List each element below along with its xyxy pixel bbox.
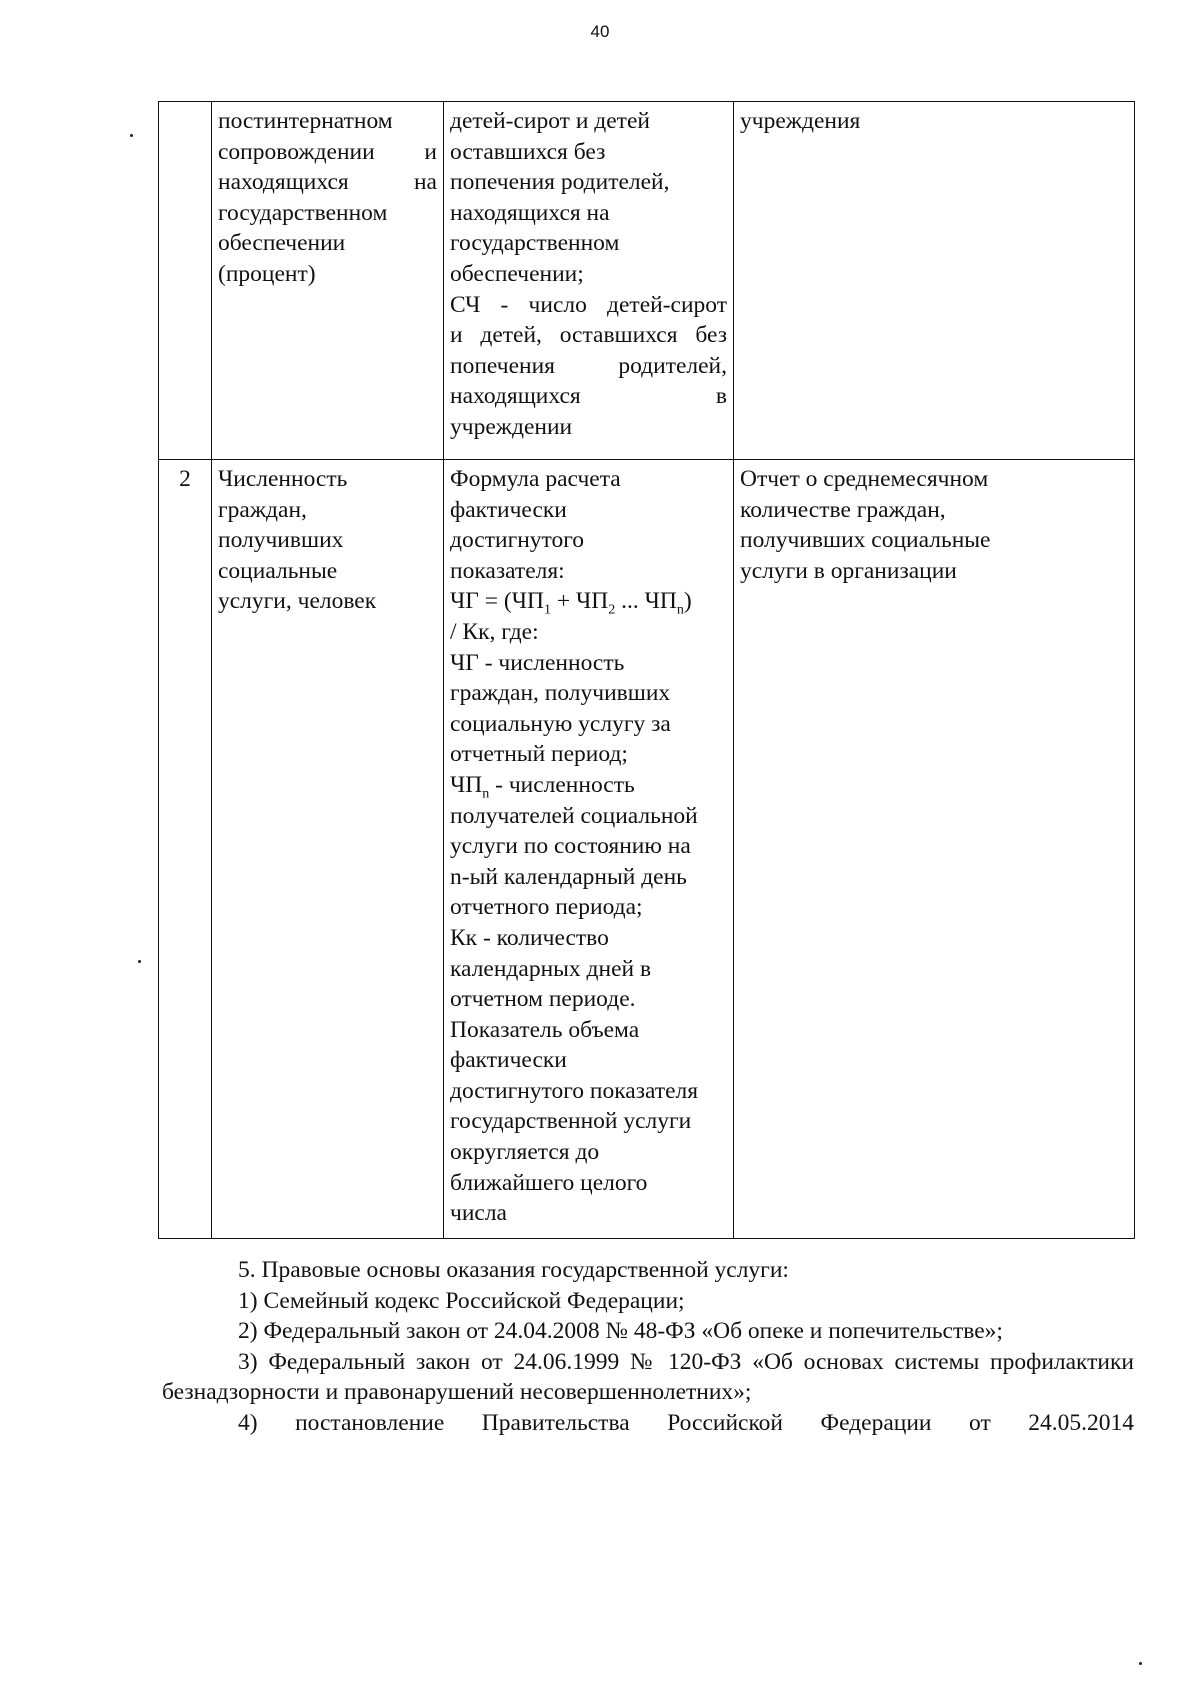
formula-subscript: n <box>676 603 684 619</box>
cell-line: и детей, оставшихся без <box>450 322 727 349</box>
cell-line: находящихся на <box>218 169 437 196</box>
formula-part: - численность <box>489 771 635 798</box>
cell-line: / Кк, где: <box>450 618 539 645</box>
cell-line: достигнутого <box>450 527 585 554</box>
cell-line: получателей социальной <box>450 802 698 829</box>
scan-speck <box>1139 1662 1142 1665</box>
cell-line: детей-сирот и детей <box>450 108 650 134</box>
legal-item: 3) Федеральный закон от 24.06.1999 № 120-ФЗ «Об основах системы профилактики безнадзорности и правонарушений несовершеннолетних»; <box>162 1348 1134 1405</box>
indicator-name-cell <box>212 102 444 460</box>
formula-part: ЧП <box>450 771 483 798</box>
formula-cell <box>444 460 734 1239</box>
cell-line: количестве граждан, <box>740 496 946 523</box>
cell-line: Кк - количество <box>450 924 609 951</box>
cell-line: получивших <box>218 527 344 554</box>
legal-basis-section <box>162 1255 1134 1438</box>
formula-part: ... ЧП <box>615 588 677 615</box>
page-number: 40 <box>590 22 610 41</box>
cell-line: Отчет о среднемесячном <box>740 466 989 492</box>
cell-line: Показатель объема <box>450 1016 640 1043</box>
cell-line: фактически <box>450 1047 567 1074</box>
cell-line: граждан, получивших <box>450 680 671 707</box>
legal-item: 4) постановление Правительства Российской Федерации от 24.05.2014 <box>238 1409 1134 1436</box>
cell-line: оставшихся без <box>450 138 606 165</box>
cell-line: попечения родителей, <box>450 352 727 379</box>
cell-line: получивших социальные <box>740 527 991 554</box>
cell-line: округляется до <box>450 1139 600 1166</box>
cell-line: услуги по состоянию на <box>450 833 691 860</box>
row-number-cell <box>159 102 212 460</box>
scan-speck <box>138 960 141 963</box>
formula-part: + ЧП <box>550 588 609 615</box>
formula-subscript: n <box>482 786 490 802</box>
cell-line: (процент) <box>218 260 316 287</box>
cell-line: календарных дней в <box>450 955 652 982</box>
indicator-name-cell <box>212 460 444 1239</box>
cell-line: учреждении <box>450 413 573 440</box>
cell-line: отчетном периоде. <box>450 986 636 1013</box>
cell-line: постинтернатном <box>218 108 393 134</box>
cell-line: учреждения <box>740 108 861 134</box>
formula-cell <box>444 102 734 460</box>
table-row <box>159 102 1135 460</box>
cell-line: попечения родителей, <box>450 169 670 196</box>
cell-line: сопровождении и <box>218 138 437 165</box>
cell-line: государственном <box>450 230 620 257</box>
cell-line: ближайшего целого <box>450 1169 648 1196</box>
cell-line: ЧГ - численность <box>450 649 625 676</box>
cell-line: фактически <box>450 496 567 523</box>
legal-item: 2) Федеральный закон от 24.04.2008 № 48-ФЗ «Об опеке и попечительстве»; <box>238 1318 1003 1344</box>
cell-line: показателя: <box>450 557 565 584</box>
cell-line: Численность <box>218 466 348 492</box>
cell-line: находящихся на <box>450 199 610 226</box>
cell-line: услуги в организации <box>740 557 957 584</box>
cell-line: государственной услуги <box>450 1108 692 1135</box>
formula-variable-definition <box>450 770 727 801</box>
source-cell <box>734 102 1135 460</box>
cell-line: числа <box>450 1200 507 1227</box>
cell-line: отчетный период; <box>450 741 628 768</box>
cell-line: СЧ - число детей-сирот <box>450 291 727 318</box>
scan-speck <box>130 134 133 137</box>
cell-line: услуги, человек <box>218 588 377 615</box>
cell-line: находящихся в <box>450 383 727 410</box>
table-row <box>159 460 1135 1239</box>
formula-subscript: 2 <box>608 603 616 619</box>
row-number-cell: 2 <box>159 460 212 1239</box>
indicator-table <box>158 101 1135 1239</box>
cell-line: граждан, <box>218 496 307 523</box>
cell-line: Формула расчета <box>450 466 621 492</box>
cell-line: государственном <box>218 199 388 226</box>
cell-line: обеспечении; <box>450 260 584 287</box>
cell-line: обеспечении <box>218 230 346 257</box>
formula-part: ) <box>683 588 692 615</box>
cell-line: социальные <box>218 557 338 584</box>
formula-subscript: 1 <box>543 603 551 619</box>
source-cell <box>734 460 1135 1239</box>
legal-item: 1) Семейный кодекс Российской Федерации; <box>238 1287 685 1314</box>
cell-line: социальную услугу за <box>450 710 671 737</box>
section-heading: 5. Правовые основы оказания государственной услуги: <box>238 1257 789 1283</box>
formula-expression <box>450 586 727 617</box>
cell-line: n-ый календарный день <box>450 863 687 890</box>
formula-part: ЧГ = (ЧП <box>450 588 544 615</box>
cell-line: достигнутого показателя <box>450 1077 699 1104</box>
cell-line: отчетного периода; <box>450 894 643 921</box>
